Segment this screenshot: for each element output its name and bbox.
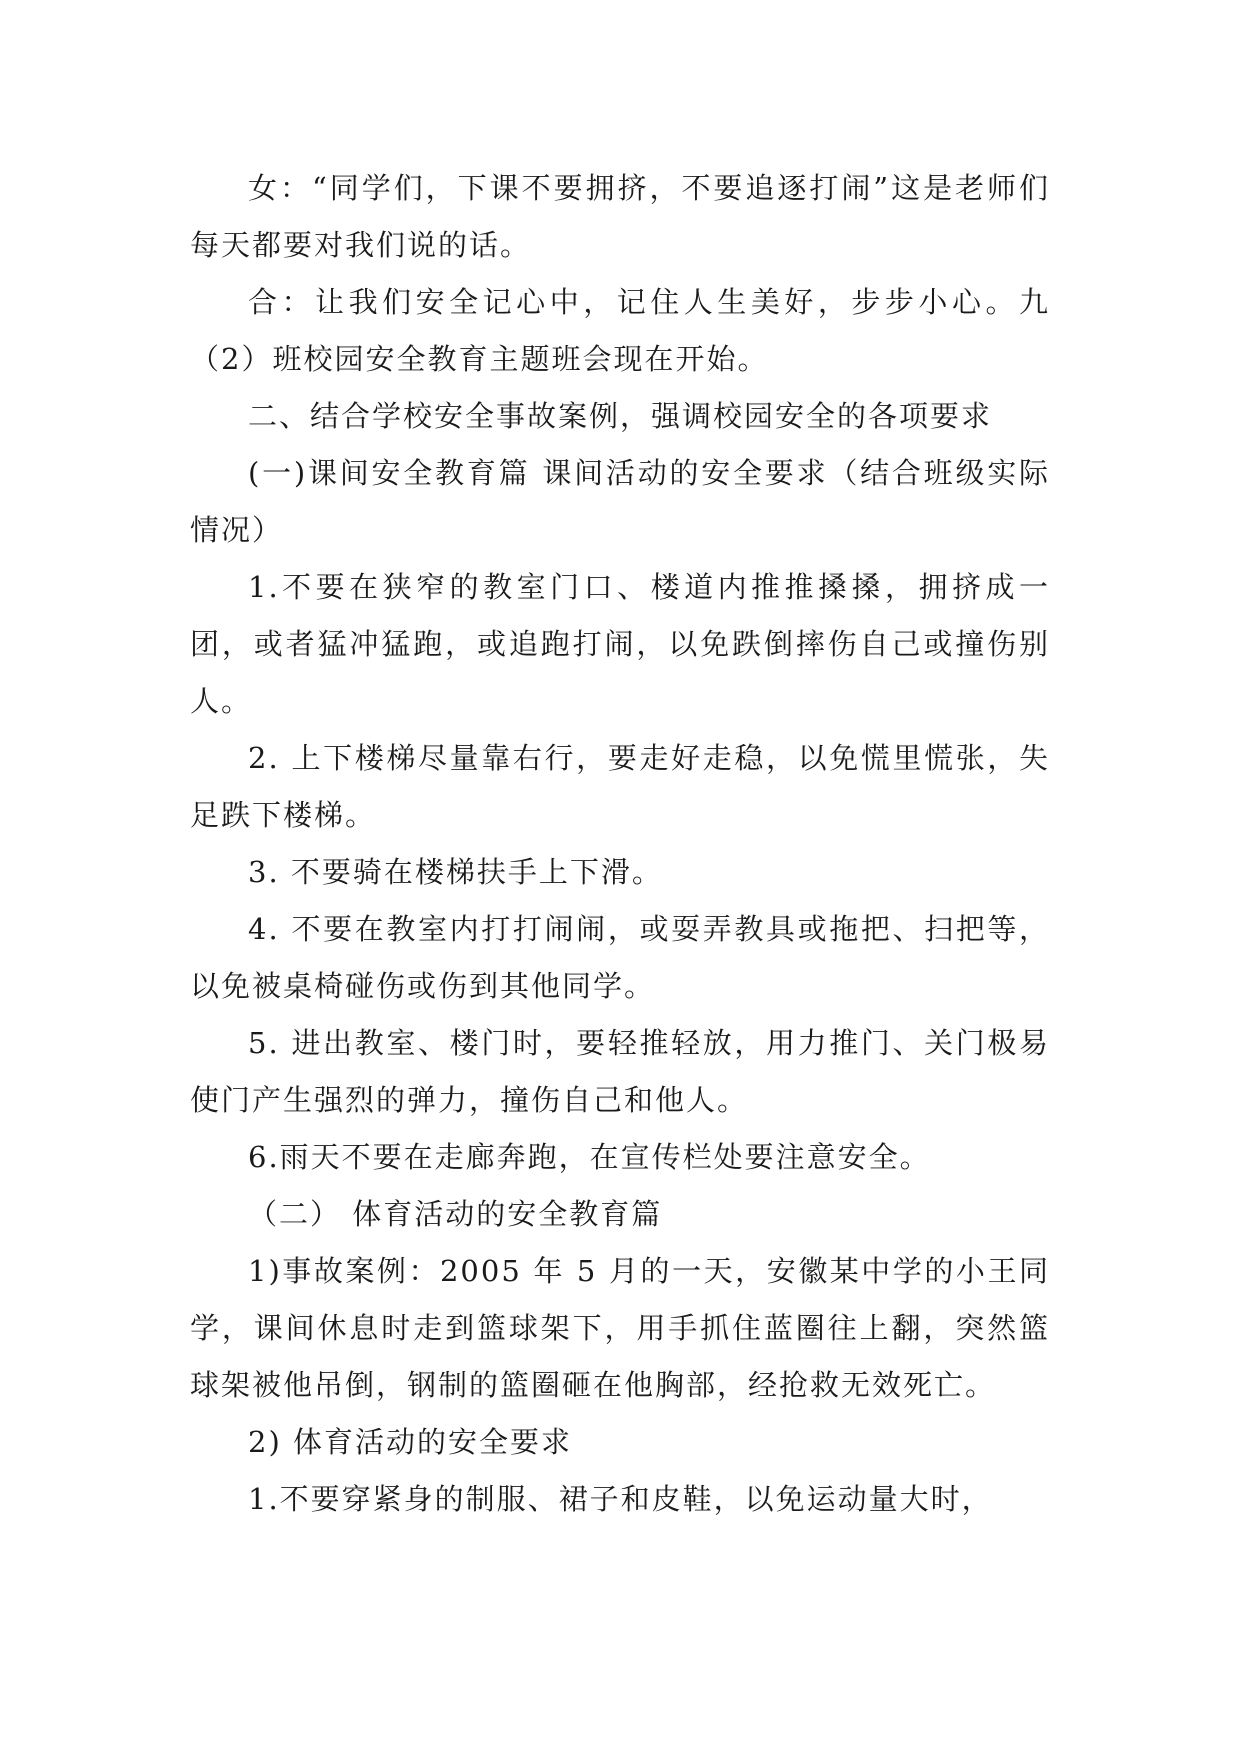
sports-requirements-heading: 2) 体育活动的安全要求 xyxy=(248,1425,572,1459)
accident-case-paragraph: 1)事故案例：2005 年 5 月的一天，安徽某中学的小王同学，课间休息时走到篮球架下，用手抓住蓝圈往上翻，突然篮球架被他吊倒，钢制的篮圈砸在他胸部，经抢救无效死亡。 xyxy=(190,1254,1050,1402)
paragraph-dialogue-together: 合：让我们安全记心中，记住人生美好，步步小心。九（2）班校园安全教育主题班会现在开始。 xyxy=(190,285,1050,376)
list-item-5: 5. 进出教室、楼门时，要轻推轻放，用力推门、关门极易使门产生强烈的弹力，撞伤自己和他人。 xyxy=(190,1026,1050,1117)
section-heading-2: 二、结合学校安全事故案例，强调校园安全的各项要求 xyxy=(248,399,993,433)
sports-list-item-1: 1.不要穿紧身的制服、裙子和皮鞋，以免运动量大时， xyxy=(248,1482,993,1516)
list-item-4: 4. 不要在教室内打打闹闹，或耍弄教具或拖把、扫把等，以免被桌椅碰伤或伤到其他同学。 xyxy=(190,912,1050,1003)
document-body xyxy=(190,160,1050,1528)
list-item-1: 1.不要在狭窄的教室门口、楼道内推推搡搡，拥挤成一团，或者猛冲猛跑，或追跑打闹，以免跌倒摔伤自己或撞伤别人。 xyxy=(190,570,1050,718)
list-item-2: 2. 上下楼梯尽量靠右行，要走好走稳，以免慌里慌张，失足跌下楼梯。 xyxy=(190,741,1050,832)
list-item-3: 3. 不要骑在楼梯扶手上下滑。 xyxy=(248,855,663,889)
subsection-heading-2: （二） 体育活动的安全教育篇 xyxy=(248,1197,663,1231)
subsection-heading-1: (一)课间安全教育篇 课间活动的安全要求（结合班级实际情况） xyxy=(190,456,1050,547)
paragraph-dialogue-female: 女：“同学们，下课不要拥挤，不要追逐打闹”这是老师们每天都要对我们说的话。 xyxy=(190,171,1050,262)
list-item-6: 6.雨天不要在走廊奔跑，在宣传栏处要注意安全。 xyxy=(248,1140,931,1174)
